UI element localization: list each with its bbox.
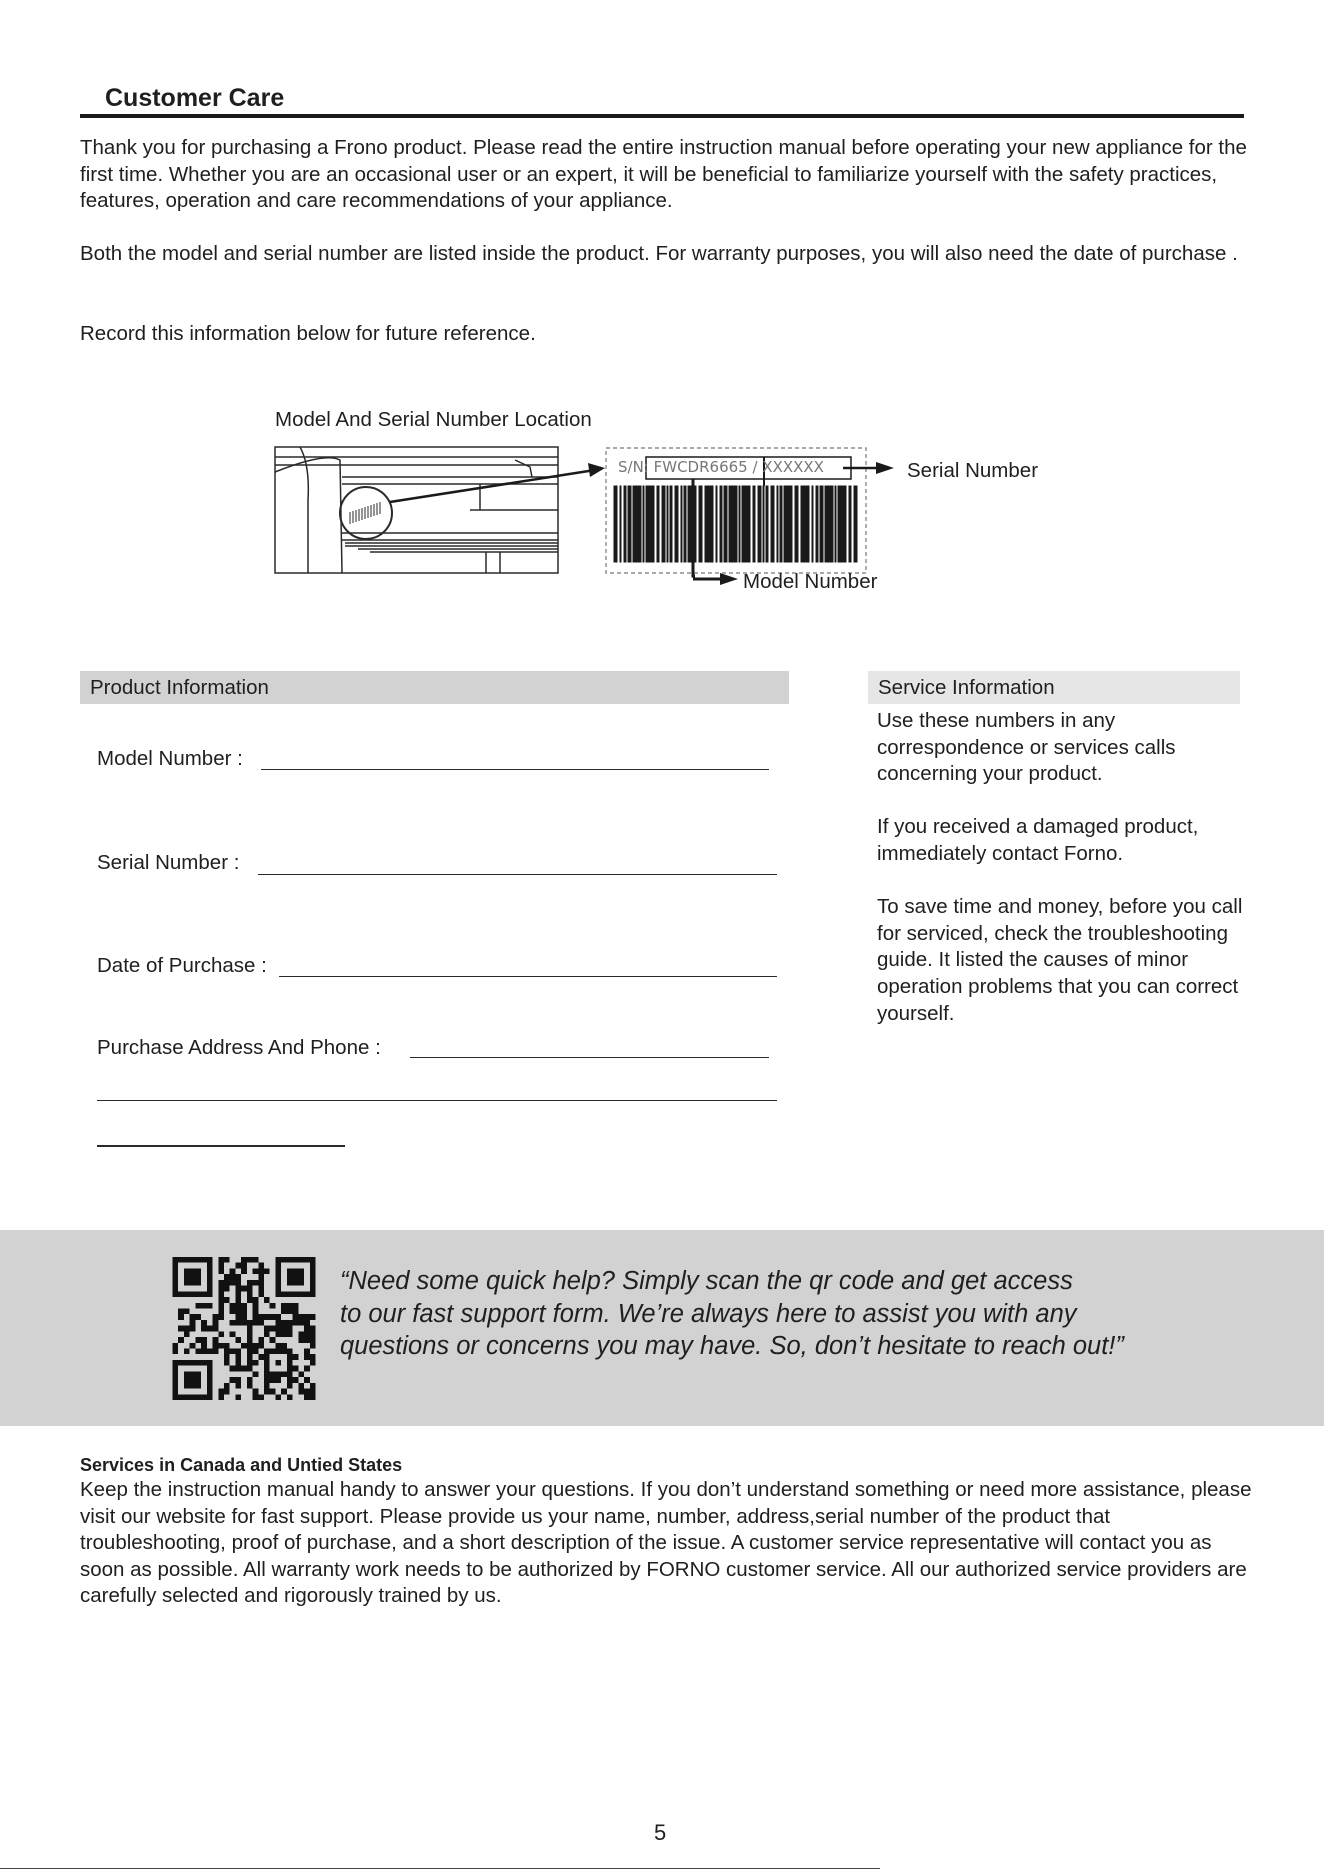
- product-info-heading: Product Information: [80, 671, 789, 704]
- support-quote-line-1: “Need some quick help? Simply scan the qr code and get access: [340, 1267, 1073, 1295]
- serial-number-field[interactable]: [258, 874, 777, 875]
- services-text: Keep the instruction manual handy to answer your questions. If you don’t understand something or need more assistance, please visit our website for fast support. Please provide us your name, number, address,serial number of the product that troubleshooting, proof of purchase, and a short description of the issue. A customer service representative will contact you as soon as possible. All warranty work needs to be authorized by FORNO customer service. All our authorized service providers are carefully selected and rigorously trained by us.: [80, 1478, 1252, 1608]
- figure-caption: Model And Serial Number Location: [275, 408, 592, 431]
- purchase-address-label: Purchase Address And Phone :: [97, 1036, 381, 1059]
- purchase-address-field-3[interactable]: [97, 1145, 345, 1147]
- support-quote-line-3: questions or concerns you may have. So, don’t hesitate to reach out!”: [340, 1332, 1124, 1360]
- serial-number-label: Serial Number :: [97, 851, 240, 874]
- date-of-purchase-label: Date of Purchase :: [97, 954, 267, 977]
- support-quote-line-2: to our fast support form. We’re always here to assist you with any: [340, 1299, 1077, 1328]
- serial-number-callout: Serial Number: [907, 459, 1039, 482]
- service-info-paragraph-2: If you received a damaged product, immediately contact Forno.: [877, 815, 1199, 865]
- service-info-paragraph-3: To save time and money, before you call for serviced, check the troubleshooting guide. It listed the causes of minor operation problems that you can correct yourself.: [877, 895, 1243, 1025]
- intro-paragraph-2: Both the model and serial number are listed inside the product. For warranty purposes, you will also need the date of purchase .: [80, 242, 1238, 265]
- footer-rule: [0, 1868, 880, 1869]
- service-info-paragraph-1: Use these numbers in any correspondence or services calls concerning your product.: [877, 709, 1176, 786]
- intro-paragraph-3: Record this information below for future reference.: [80, 322, 536, 345]
- intro-paragraph-1: Thank you for purchasing a Frono product. Please read the entire instruction manual before operating your new appliance for the first time. Whether you are an occasional user or an expert, it will be beneficial to familiarize yourself with the safety practices, features, operation and care recommendations of your appliance.: [80, 136, 1247, 212]
- support-quote: [340, 1265, 1240, 1363]
- purchase-address-field-2[interactable]: [97, 1100, 777, 1101]
- model-arrowhead: [720, 573, 738, 585]
- pointer-arrow: [390, 470, 595, 502]
- qr-code-icon[interactable]: [172, 1257, 316, 1400]
- page-number: 5: [654, 1820, 667, 1845]
- serial-arrowhead: [876, 462, 894, 474]
- model-number-field[interactable]: [261, 769, 769, 770]
- appliance-interior-illustration: [275, 447, 558, 573]
- model-number-label: Model Number :: [97, 747, 243, 770]
- purchase-address-field-1[interactable]: [410, 1057, 769, 1058]
- title-divider: [80, 114, 1244, 118]
- pointer-arrowhead: [588, 463, 605, 477]
- barcode-icon: [614, 486, 857, 562]
- services-title: Services in Canada and Untied States: [80, 1455, 403, 1475]
- date-of-purchase-field[interactable]: [279, 976, 777, 977]
- appliance-mini-barcode-icon: [350, 502, 380, 524]
- sticker-serial-text: S/N: FWCDR6665 / XXXXXX: [618, 458, 824, 476]
- model-number-callout: Model Number: [743, 570, 878, 593]
- service-info-body: [877, 708, 1257, 1054]
- service-info-heading: Service Information: [868, 671, 1240, 704]
- page-title: Customer Care: [105, 84, 285, 112]
